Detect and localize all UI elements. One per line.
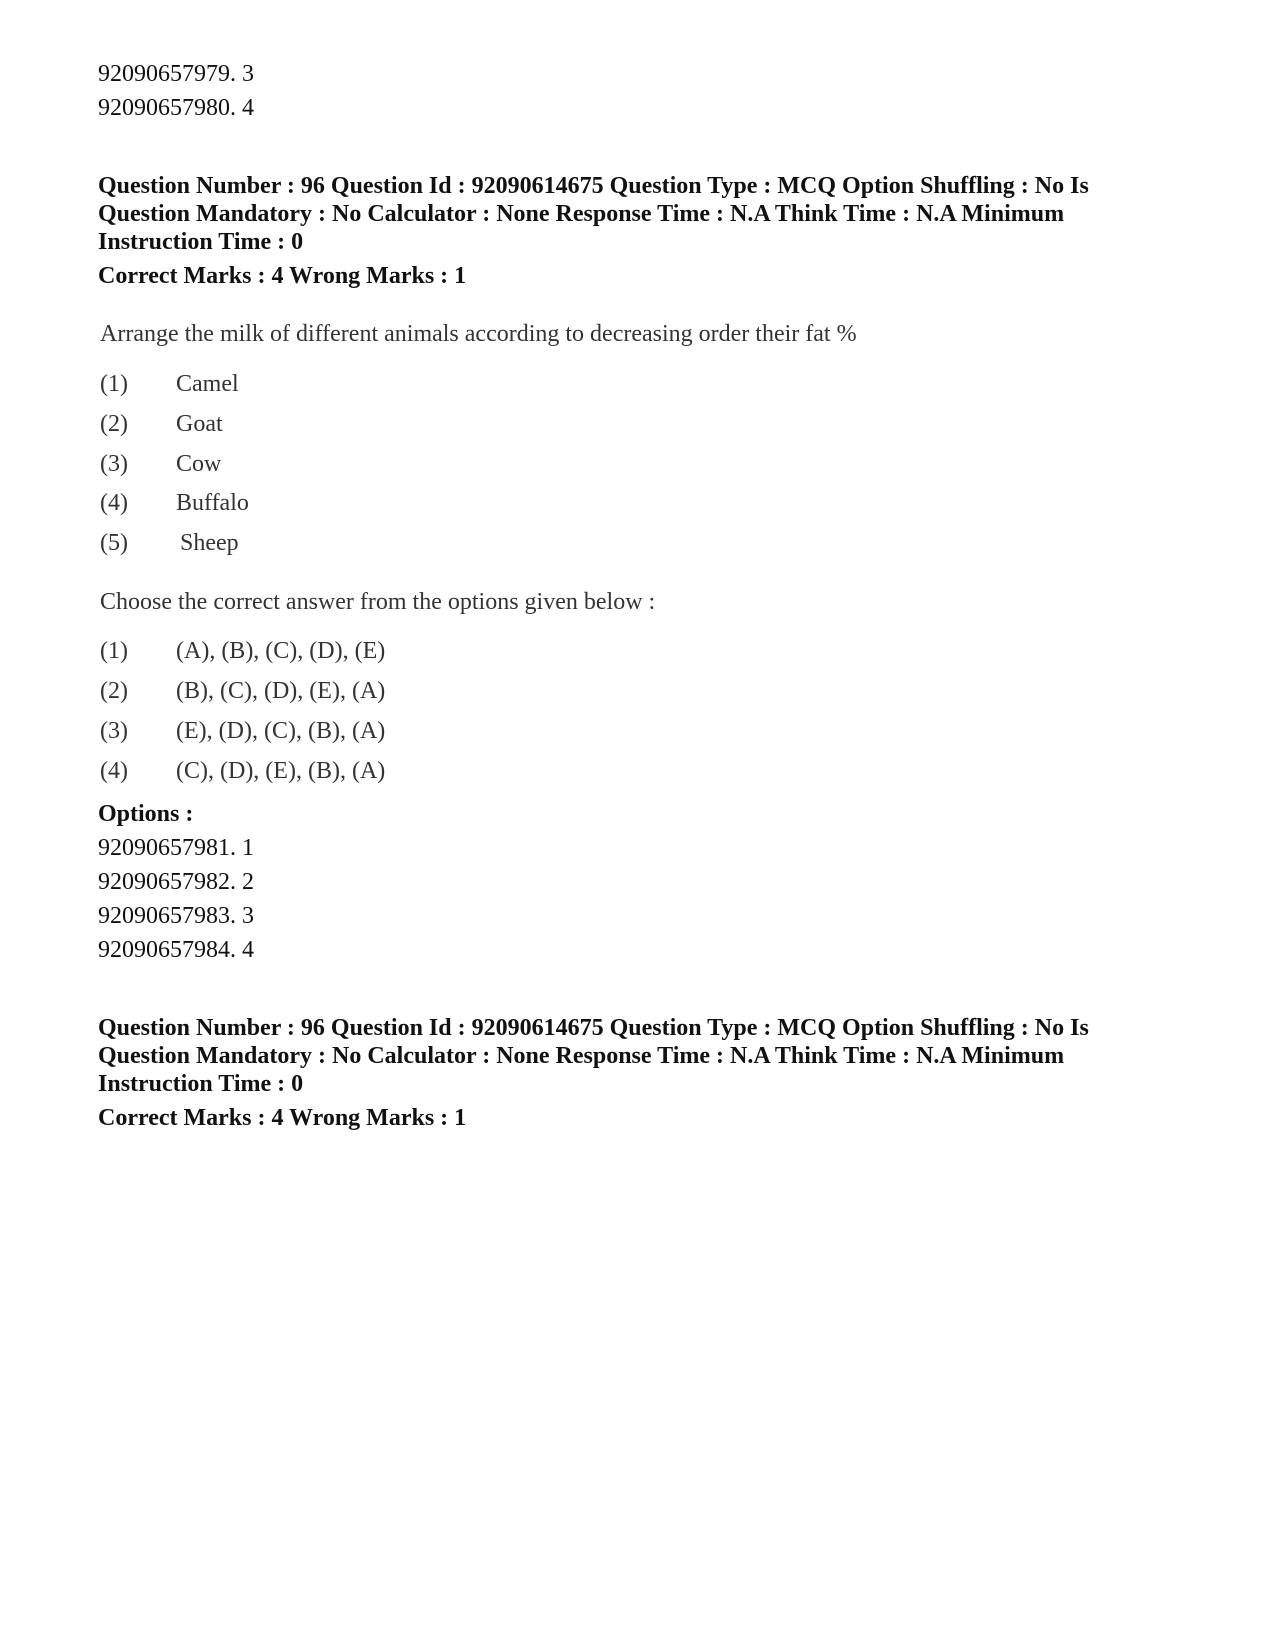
question-header-line-1: Question Number : 96 Question Id : 92090614675 Question Type : MCQ Option Shuffling : No Is [98, 173, 1089, 199]
answer-text: (B), (C), (D), (E), (A) [176, 678, 386, 704]
answer-number: (1) [100, 638, 128, 664]
answer-number: (2) [100, 678, 128, 704]
answer-text: (A), (B), (C), (D), (E) [176, 638, 386, 664]
item-text: Sheep [180, 530, 239, 556]
next-header-line-2: Question Mandatory : No Calculator : None Response Time : N.A Think Time : N.A Minimum [98, 1043, 1065, 1069]
next-header-line-1: Question Number : 96 Question Id : 92090614675 Question Type : MCQ Option Shuffling : No Is [98, 1015, 1089, 1041]
answer-number: (3) [100, 718, 128, 744]
question-item [100, 410, 223, 438]
options-label: Options : [98, 801, 194, 827]
answer-text: (C), (D), (E), (B), (A) [176, 758, 386, 784]
answer-choice [100, 677, 385, 705]
item-number: (5) [100, 530, 128, 556]
item-text: Buffalo [176, 490, 249, 516]
item-number: (1) [100, 371, 128, 397]
question-item [100, 450, 221, 478]
next-header-line-3: Instruction Time : 0 [98, 1071, 304, 1097]
answer-text: (E), (D), (C), (B), (A) [176, 718, 386, 744]
answer-choice [100, 757, 385, 785]
question-marks: Correct Marks : 4 Wrong Marks : 1 [98, 263, 467, 289]
next-question-marks: Correct Marks : 4 Wrong Marks : 1 [98, 1105, 467, 1131]
prev-option-3: 92090657979. 3 [98, 61, 254, 87]
prev-option-4: 92090657980. 4 [98, 95, 254, 121]
question-item [100, 370, 239, 398]
answer-choice [100, 717, 385, 745]
choose-instruction: Choose the correct answer from the options given below : [100, 589, 656, 615]
option-1: 92090657981. 1 [98, 835, 254, 861]
question-prompt: Arrange the milk of different animals according to decreasing order their fat % [100, 321, 857, 347]
question-header-line-2: Question Mandatory : No Calculator : None Response Time : N.A Think Time : N.A Minimum [98, 201, 1065, 227]
item-text: Cow [176, 451, 222, 477]
option-4: 92090657984. 4 [98, 937, 254, 963]
item-number: (4) [100, 490, 128, 516]
option-3: 92090657983. 3 [98, 903, 254, 929]
item-text: Goat [176, 411, 223, 437]
question-item [100, 489, 249, 517]
item-number: (3) [100, 451, 128, 477]
answer-number: (4) [100, 758, 128, 784]
answer-choice [100, 637, 385, 665]
item-text: Camel [176, 371, 239, 397]
question-header-line-3: Instruction Time : 0 [98, 229, 304, 255]
question-item [100, 529, 239, 557]
option-2: 92090657982. 2 [98, 869, 254, 895]
item-number: (2) [100, 411, 128, 437]
